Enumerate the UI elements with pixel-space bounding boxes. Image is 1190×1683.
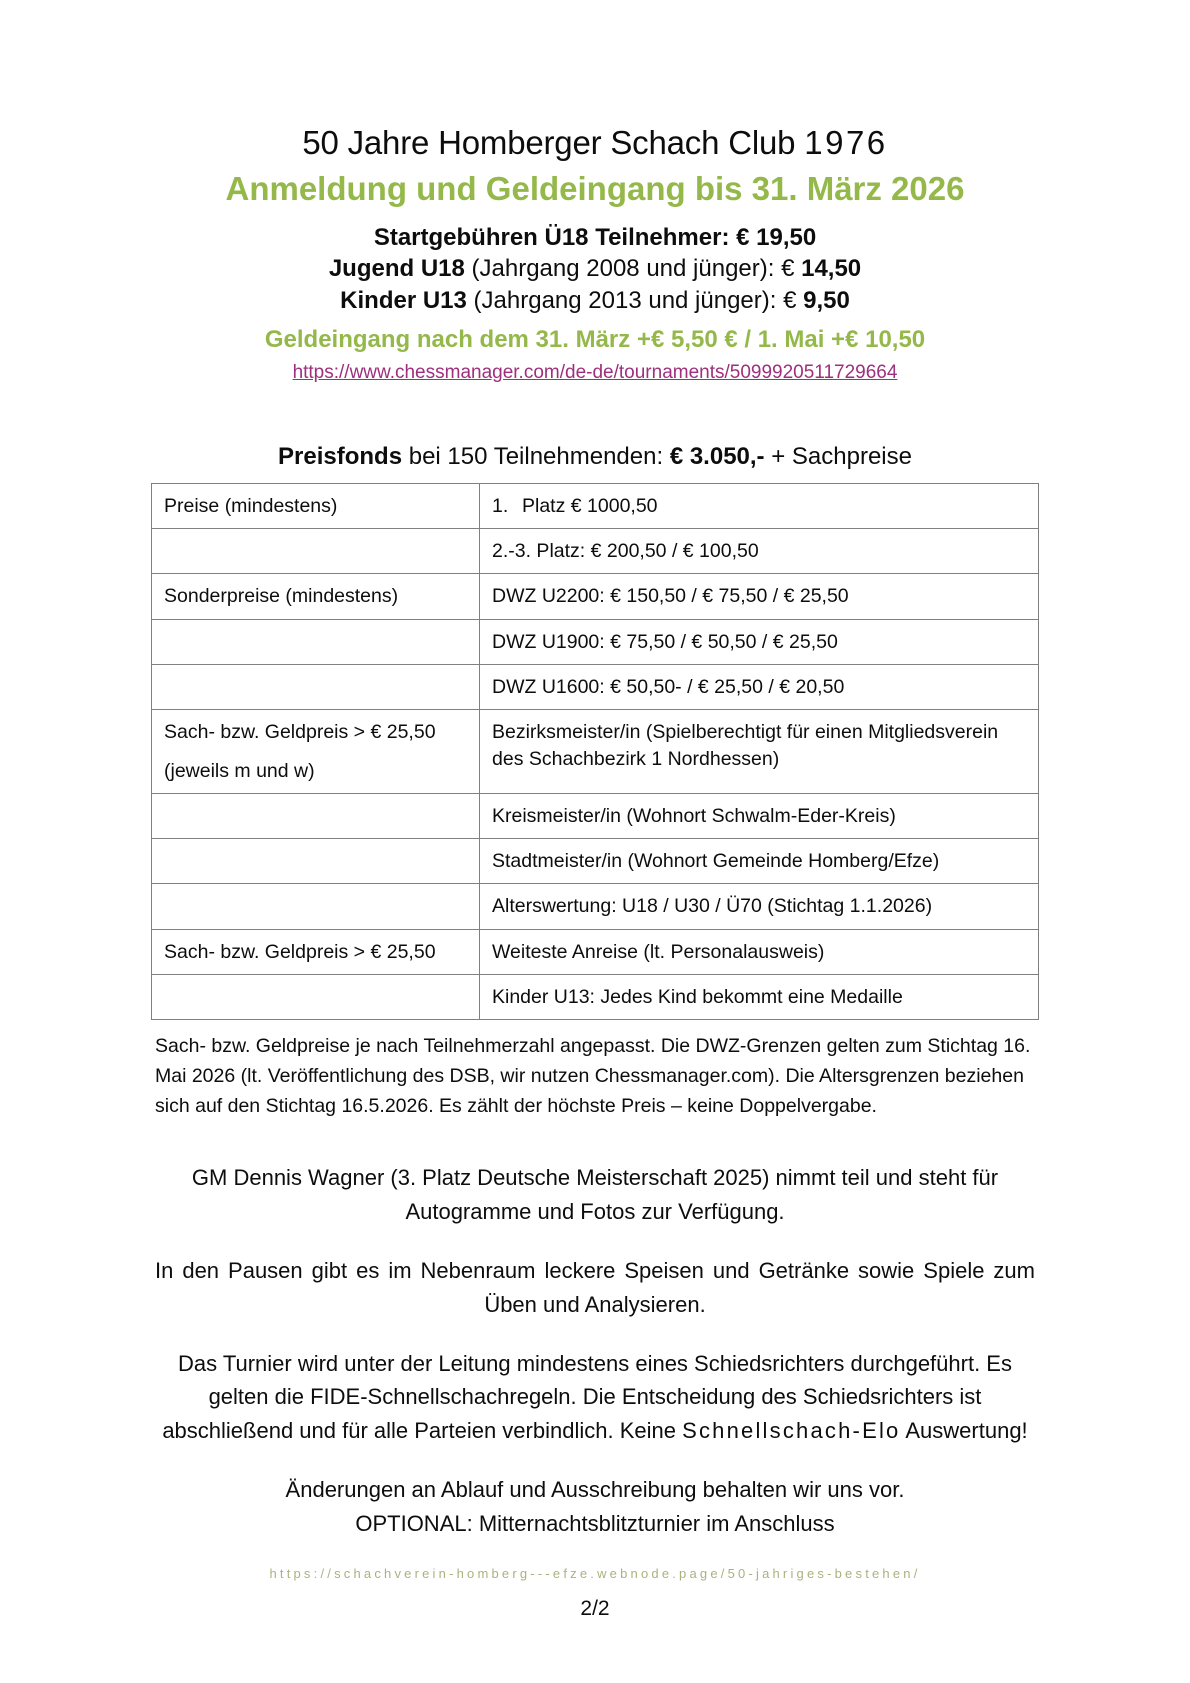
fee-u13-label: Kinder U13 bbox=[340, 286, 467, 314]
prize-fund-label: Preisfonds bbox=[278, 443, 403, 471]
table-row bbox=[152, 664, 1039, 709]
table-cell-label bbox=[152, 975, 480, 1020]
footer-website-url: https://schachverein-homberg---efze.webnode.page/50-jahriges-bestehen/ bbox=[269, 1566, 921, 1582]
fee-u13 bbox=[0, 285, 1190, 317]
table-cell-label-line1: Sach- bzw. Geldpreis > € 25,50 bbox=[164, 721, 436, 744]
rules-text-part2: Auswertung! bbox=[900, 1417, 1028, 1443]
fee-u18 bbox=[0, 253, 1190, 285]
table-cell-value: Kinder U13: Jedes Kind bekommt eine Medaille bbox=[480, 975, 1039, 1020]
prize-fund-amount: € 3.050,- bbox=[669, 443, 765, 471]
table-cell-label bbox=[152, 710, 480, 794]
table-cell-label bbox=[152, 528, 480, 573]
fee-u13-detail: (Jahrgang 2013 und jünger): € bbox=[466, 286, 804, 314]
fee-u13-amount: 9,50 bbox=[803, 286, 850, 314]
fee-adult-text: Startgebühren Ü18 Teilnehmer: € 19,50 bbox=[373, 223, 817, 251]
table-cell-label bbox=[152, 884, 480, 929]
table-cell-value: DWZ U2200: € 150,50 / € 75,50 / € 25,50 bbox=[480, 574, 1039, 619]
table-row bbox=[152, 619, 1039, 664]
table-cell-label bbox=[152, 619, 480, 664]
table-cell-label bbox=[152, 839, 480, 884]
rules-text-part1: Das Turnier wird unter der Leitung mindestens eines Schiedsrichters durchgeführt. Es gelten die FIDE-Schnellschachregeln. Die Entscheidung des Schiedsrichters ist abschließend und für alle Parteien verbindlich. Keine bbox=[162, 1351, 1012, 1443]
table-row bbox=[152, 929, 1039, 974]
paragraph-rules bbox=[155, 1321, 1035, 1447]
fee-adult bbox=[0, 208, 1190, 254]
table-row bbox=[152, 574, 1039, 619]
table-cell-value: DWZ U1600: € 50,50- / € 25,50 / € 20,50 bbox=[480, 664, 1039, 709]
paragraph-changes: Änderungen an Ablauf und Ausschreibung behalten wir uns vor. bbox=[285, 1477, 905, 1503]
footer-page-number: 2/2 bbox=[580, 1597, 610, 1621]
table-cell-value: Weiteste Anreise (lt. Personalausweis) bbox=[480, 929, 1039, 974]
table-row bbox=[152, 975, 1039, 1020]
paragraph-gm-guest: GM Dennis Wagner (3. Platz Deutsche Meisterschaft 2025) nimmt teil und steht für Autogramme und Fotos zur Verfügung. bbox=[191, 1165, 999, 1224]
table-footnote: Sach- bzw. Geldpreise je nach Teilnehmerzahl angepasst. Die DWZ-Grenzen gelten zum Stichtag 16. Mai 2026 (lt. Veröffentlichung des DSB, wir nutzen Chessmanager.com). Die Altersgrenzen beziehen sich auf den Stichtag 16.5.2026. Es zählt der höchste Preis – keine Doppelvergabe. bbox=[155, 1035, 1031, 1117]
prize-fund-text-before: bei 150 Teilnehmenden: bbox=[402, 443, 670, 471]
title-year: 1976 bbox=[804, 124, 888, 161]
table-row bbox=[152, 528, 1039, 573]
fee-u18-amount: 14,50 bbox=[801, 255, 862, 283]
registration-link[interactable]: https://www.chessmanager.com/de-de/tournaments/5099920511729664 bbox=[292, 361, 898, 383]
table-cell-label bbox=[152, 793, 480, 838]
list-value: Platz € 1000,50 bbox=[522, 494, 658, 517]
subtitle-deadline: Anmeldung und Geldeingang bis 31. März 2026 bbox=[225, 170, 965, 208]
table-row bbox=[152, 710, 1039, 794]
fee-u18-detail: (Jahrgang 2008 und jünger): € bbox=[464, 255, 802, 283]
page-title bbox=[0, 0, 1190, 161]
table-row bbox=[152, 884, 1039, 929]
table-cell-value: Stadtmeister/in (Wohnort Gemeinde Homberg/Efze) bbox=[480, 839, 1039, 884]
table-row bbox=[152, 793, 1039, 838]
fee-u18-label: Jugend U18 bbox=[328, 255, 465, 283]
table-row bbox=[152, 839, 1039, 884]
prize-fund-heading bbox=[0, 385, 1190, 472]
title-prefix: 50 Jahre Homberger Schach Club bbox=[302, 124, 805, 161]
table-row bbox=[152, 483, 1039, 528]
prize-fund-text-after: + Sachpreise bbox=[764, 443, 912, 471]
table-cell-value: DWZ U1900: € 75,50 / € 50,50 / € 25,50 bbox=[480, 619, 1039, 664]
table-cell-value: Bezirksmeister/in (Spielberechtigt für einen Mitgliedsverein des Schachbezirk 1 Nordhessen) bbox=[480, 710, 1039, 794]
paragraph-optional: OPTIONAL: Mitternachtsblitzturnier im Anschluss bbox=[355, 1510, 835, 1536]
table-cell-label: Sach- bzw. Geldpreis > € 25,50 bbox=[152, 929, 480, 974]
prize-table bbox=[151, 483, 1039, 1021]
rules-text-spaced: Schnellschach-Elo bbox=[682, 1417, 901, 1443]
table-cell-label bbox=[152, 664, 480, 709]
table-cell-label: Preise (mindestens) bbox=[152, 483, 480, 528]
paragraph-catering: In den Pausen gibt es im Nebenraum leckere Speisen und Getränke sowie Spiele zum Üben und Analysieren. bbox=[155, 1258, 1035, 1317]
list-number: 1. bbox=[492, 494, 509, 517]
table-cell-value: Kreismeister/in (Wohnort Schwalm-Eder-Kreis) bbox=[480, 793, 1039, 838]
table-cell-label-line2: (jeweils m und w) bbox=[164, 759, 315, 782]
late-fee-notice: Geldeingang nach dem 31. März +€ 5,50 € / 1. Mai +€ 10,50 bbox=[264, 325, 926, 353]
table-cell-value: 2.-3. Platz: € 200,50 / € 100,50 bbox=[480, 528, 1039, 573]
table-cell-value: Alterswertung: U18 / U30 / Ü70 (Stichtag 1.1.2026) bbox=[480, 884, 1039, 929]
table-cell-label: Sonderpreise (mindestens) bbox=[152, 574, 480, 619]
registration-link-wrapper bbox=[0, 355, 1190, 386]
table-cell-value bbox=[480, 483, 1039, 528]
